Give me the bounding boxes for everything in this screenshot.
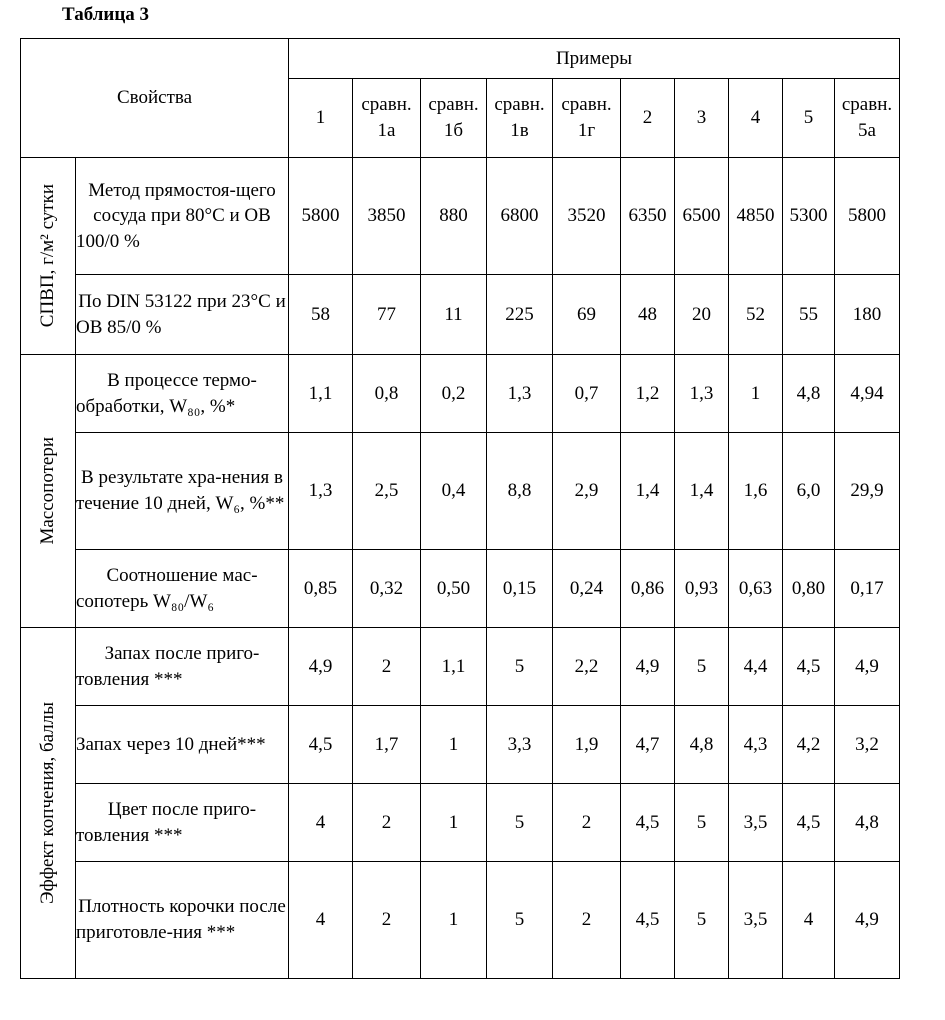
value-cell: 180 <box>835 275 900 355</box>
value-cell: 4,5 <box>289 706 353 784</box>
property-cell: Запах через 10 дней*** <box>76 706 289 784</box>
column-header: 4 <box>729 79 783 158</box>
value-cell: 1,3 <box>487 355 553 433</box>
value-cell: 4850 <box>729 158 783 275</box>
value-cell: 3850 <box>353 158 421 275</box>
table-row <box>21 433 900 550</box>
table-row <box>21 628 900 706</box>
properties-header: Свойства <box>21 39 289 158</box>
value-cell: 0,7 <box>553 355 621 433</box>
value-cell: 4,9 <box>621 628 675 706</box>
column-header: сравн. 1а <box>353 79 421 158</box>
value-cell: 1 <box>729 355 783 433</box>
value-cell: 4,7 <box>621 706 675 784</box>
table-row <box>21 706 900 784</box>
property-cell: Метод прямостоя-щего сосуда при 80°С и ОВ 100/0 % <box>76 158 289 275</box>
table-row <box>21 862 900 979</box>
value-cell: 5 <box>487 862 553 979</box>
value-cell: 3,3 <box>487 706 553 784</box>
value-cell: 1,3 <box>289 433 353 550</box>
value-cell: 55 <box>783 275 835 355</box>
column-header: сравн. 1г <box>553 79 621 158</box>
value-cell: 1,1 <box>421 628 487 706</box>
value-cell: 29,9 <box>835 433 900 550</box>
table-row <box>21 784 900 862</box>
value-cell: 1,6 <box>729 433 783 550</box>
value-cell: 225 <box>487 275 553 355</box>
value-cell: 5 <box>675 862 729 979</box>
value-cell: 1 <box>421 784 487 862</box>
column-header: сравн. 1в <box>487 79 553 158</box>
value-cell: 5800 <box>289 158 353 275</box>
value-cell: 1,9 <box>553 706 621 784</box>
value-cell: 5 <box>675 628 729 706</box>
value-cell: 1,1 <box>289 355 353 433</box>
value-cell: 0,17 <box>835 550 900 628</box>
value-cell: 4,8 <box>783 355 835 433</box>
value-cell: 69 <box>553 275 621 355</box>
value-cell: 2 <box>353 784 421 862</box>
value-cell: 2,5 <box>353 433 421 550</box>
value-cell: 4,3 <box>729 706 783 784</box>
value-cell: 4,4 <box>729 628 783 706</box>
value-cell: 3,5 <box>729 862 783 979</box>
table-row <box>21 275 900 355</box>
table-row <box>21 158 900 275</box>
value-cell: 77 <box>353 275 421 355</box>
value-cell: 6,0 <box>783 433 835 550</box>
property-cell: Запах после приго-товления *** <box>76 628 289 706</box>
value-cell: 20 <box>675 275 729 355</box>
column-header: 3 <box>675 79 729 158</box>
value-cell: 4,9 <box>835 628 900 706</box>
value-cell: 3,2 <box>835 706 900 784</box>
value-cell: 0,32 <box>353 550 421 628</box>
value-cell: 1,7 <box>353 706 421 784</box>
value-cell: 5 <box>487 628 553 706</box>
value-cell: 4 <box>783 862 835 979</box>
value-cell: 2 <box>553 784 621 862</box>
value-cell: 4,5 <box>621 784 675 862</box>
column-header: сравн. 5а <box>835 79 900 158</box>
column-header: 5 <box>783 79 835 158</box>
value-cell: 4,5 <box>783 628 835 706</box>
value-cell: 1,4 <box>675 433 729 550</box>
value-cell: 1 <box>421 706 487 784</box>
property-cell: Соотношение мас-сопотерь W₈₀/W₆ <box>76 550 289 628</box>
value-cell: 4,9 <box>289 628 353 706</box>
value-cell: 4,8 <box>835 784 900 862</box>
property-cell: Цвет после приго-товления *** <box>76 784 289 862</box>
table-row <box>21 355 900 433</box>
value-cell: 1,4 <box>621 433 675 550</box>
value-cell: 4,94 <box>835 355 900 433</box>
value-cell: 2 <box>553 862 621 979</box>
value-cell: 1,2 <box>621 355 675 433</box>
group-label: Эффект копчения, баллы <box>21 628 76 979</box>
property-cell: В процессе термо-обработки, W₈₀, %* <box>76 355 289 433</box>
value-cell: 8,8 <box>487 433 553 550</box>
value-cell: 4,5 <box>783 784 835 862</box>
value-cell: 0,15 <box>487 550 553 628</box>
value-cell: 0,2 <box>421 355 487 433</box>
value-cell: 0,80 <box>783 550 835 628</box>
column-header: сравн. 1б <box>421 79 487 158</box>
value-cell: 2,9 <box>553 433 621 550</box>
value-cell: 5 <box>675 784 729 862</box>
value-cell: 6500 <box>675 158 729 275</box>
value-cell: 3,5 <box>729 784 783 862</box>
value-cell: 4 <box>289 862 353 979</box>
property-cell: Плотность корочки после приготовле-ния *** <box>76 862 289 979</box>
value-cell: 4,8 <box>675 706 729 784</box>
table-caption: Таблица 3 <box>62 4 149 26</box>
value-cell: 4,5 <box>621 862 675 979</box>
value-cell: 4,9 <box>835 862 900 979</box>
table-row <box>21 550 900 628</box>
value-cell: 1,3 <box>675 355 729 433</box>
value-cell: 5 <box>487 784 553 862</box>
value-cell: 5300 <box>783 158 835 275</box>
value-cell: 52 <box>729 275 783 355</box>
value-cell: 1 <box>421 862 487 979</box>
property-cell: По DIN 53122 при 23°С и ОВ 85/0 % <box>76 275 289 355</box>
value-cell: 0,50 <box>421 550 487 628</box>
examples-header: Примеры <box>289 39 900 79</box>
group-label: Массопотери <box>21 355 76 628</box>
value-cell: 6350 <box>621 158 675 275</box>
value-cell: 0,85 <box>289 550 353 628</box>
value-cell: 0,24 <box>553 550 621 628</box>
value-cell: 58 <box>289 275 353 355</box>
value-cell: 2 <box>353 628 421 706</box>
value-cell: 4,2 <box>783 706 835 784</box>
value-cell: 0,93 <box>675 550 729 628</box>
value-cell: 880 <box>421 158 487 275</box>
value-cell: 0,8 <box>353 355 421 433</box>
value-cell: 48 <box>621 275 675 355</box>
value-cell: 3520 <box>553 158 621 275</box>
property-cell: В результате хра-нения в течение 10 дней, W₆, %** <box>76 433 289 550</box>
value-cell: 5800 <box>835 158 900 275</box>
value-cell: 11 <box>421 275 487 355</box>
properties-table <box>20 38 900 979</box>
group-label: СПВП, г/м² сутки <box>21 158 76 355</box>
value-cell: 0,86 <box>621 550 675 628</box>
value-cell: 0,4 <box>421 433 487 550</box>
value-cell: 6800 <box>487 158 553 275</box>
value-cell: 2,2 <box>553 628 621 706</box>
value-cell: 2 <box>353 862 421 979</box>
column-header: 2 <box>621 79 675 158</box>
column-header: 1 <box>289 79 353 158</box>
value-cell: 0,63 <box>729 550 783 628</box>
value-cell: 4 <box>289 784 353 862</box>
